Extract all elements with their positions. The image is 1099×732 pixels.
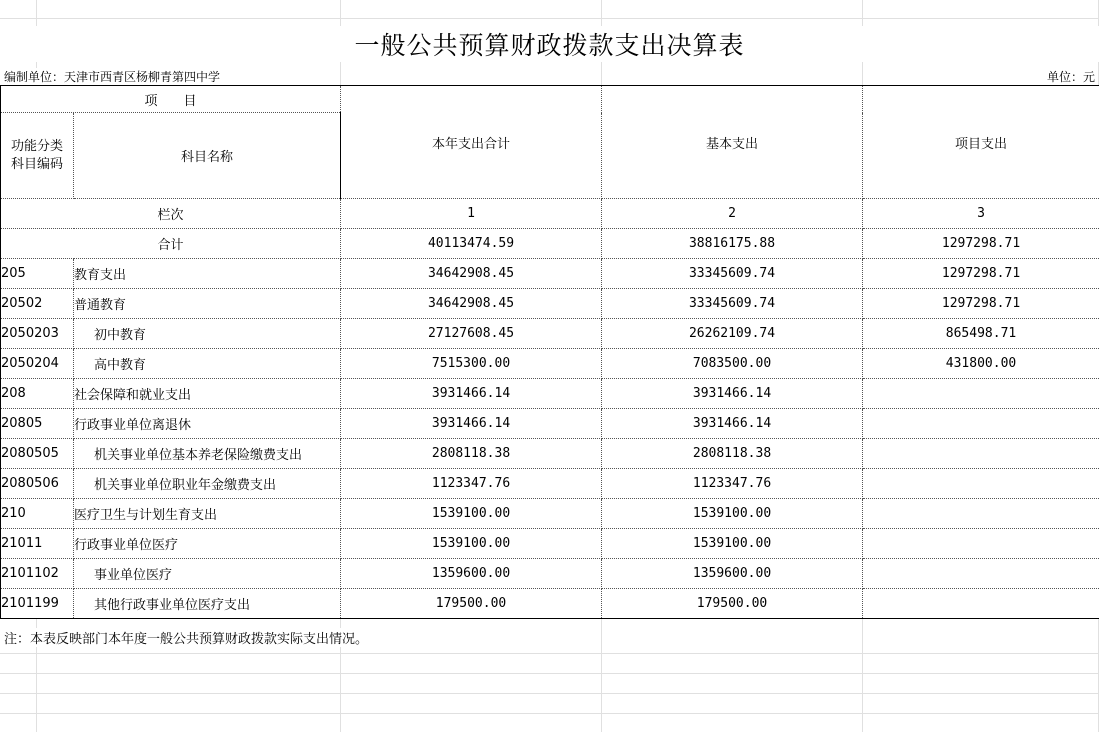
total-value-1: 40113474.59: [341, 229, 602, 259]
row-value-2: 1123347.76: [602, 469, 863, 499]
row-code: 2101199: [1, 589, 74, 619]
row-value-2: 179500.00: [602, 589, 863, 619]
table-row: [1, 589, 1099, 619]
row-code: 208: [1, 379, 74, 409]
total-label: 合计: [1, 229, 341, 259]
row-value-1: 27127608.45: [341, 319, 602, 349]
row-name: 行政事业单位医疗: [74, 529, 341, 559]
row-value-2: 1539100.00: [602, 499, 863, 529]
currency-unit: 单位：元: [1046, 70, 1095, 84]
table-note: 注：本表反映部门本年度一般公共预算财政拨款实际支出情况。: [4, 628, 372, 647]
row-value-1: 179500.00: [341, 589, 602, 619]
table-row: [1, 409, 1099, 439]
row-value-2: 2808118.38: [602, 439, 863, 469]
row-value-1: 1123347.76: [341, 469, 602, 499]
row-name: 行政事业单位离退休: [74, 409, 341, 439]
header-total-expenditure: 本年支出合计: [341, 86, 602, 199]
row-value-3: [863, 379, 1099, 409]
column-index-1: 1: [341, 199, 602, 229]
row-value-2: 1359600.00: [602, 559, 863, 589]
row-name: 机关事业单位基本养老保险缴费支出: [74, 439, 341, 469]
row-value-1: 34642908.45: [341, 289, 602, 319]
table-row: [1, 259, 1099, 289]
row-value-3: 1297298.71: [863, 259, 1099, 289]
row-value-2: 33345609.74: [602, 259, 863, 289]
row-value-1: 1539100.00: [341, 499, 602, 529]
row-code: 21011: [1, 529, 74, 559]
row-code: 2101102: [1, 559, 74, 589]
table-row: [1, 379, 1099, 409]
total-value-2: 38816175.88: [602, 229, 863, 259]
header-function-code-line2: 科目编码: [10, 156, 63, 172]
column-index-3: 3: [863, 199, 1099, 229]
row-value-3: 865498.71: [863, 319, 1099, 349]
header-function-code-line1: 功能分类: [10, 138, 63, 154]
row-name: 社会保障和就业支出: [74, 379, 341, 409]
table-row: [1, 529, 1099, 559]
row-value-2: 3931466.14: [602, 379, 863, 409]
row-value-2: 26262109.74: [602, 319, 863, 349]
sheet-gridline: [0, 693, 1099, 694]
table-row: [1, 349, 1099, 379]
row-value-1: 34642908.45: [341, 259, 602, 289]
row-index-label: 栏次: [1, 199, 341, 229]
row-name: 教育支出: [74, 259, 341, 289]
report-title: 一般公共预算财政拨款支出决算表: [0, 26, 1099, 62]
row-value-2: 7083500.00: [602, 349, 863, 379]
header-function-code: [1, 113, 74, 199]
table-row: [1, 499, 1099, 529]
total-value-3: 1297298.71: [863, 229, 1099, 259]
row-name: 医疗卫生与计划生育支出: [74, 499, 341, 529]
row-value-1: 1539100.00: [341, 529, 602, 559]
header-basic-expenditure: 基本支出: [602, 86, 863, 199]
row-name: 事业单位医疗: [74, 559, 341, 589]
row-value-3: [863, 529, 1099, 559]
table-row: [1, 289, 1099, 319]
row-code: 20502: [1, 289, 74, 319]
row-value-3: 431800.00: [863, 349, 1099, 379]
row-value-3: [863, 469, 1099, 499]
row-value-3: [863, 559, 1099, 589]
sheet-gridline: [0, 673, 1099, 674]
row-name: 机关事业单位职业年金缴费支出: [74, 469, 341, 499]
table-row: [1, 319, 1099, 349]
row-code: 210: [1, 499, 74, 529]
row-value-1: 2808118.38: [341, 439, 602, 469]
sheet-gridline: [0, 653, 1099, 654]
row-value-3: [863, 409, 1099, 439]
row-value-1: 3931466.14: [341, 409, 602, 439]
row-value-1: 7515300.00: [341, 349, 602, 379]
row-value-2: 1539100.00: [602, 529, 863, 559]
row-value-3: [863, 499, 1099, 529]
row-value-2: 33345609.74: [602, 289, 863, 319]
row-code: 20805: [1, 409, 74, 439]
row-name: 普通教育: [74, 289, 341, 319]
row-value-3: [863, 589, 1099, 619]
row-value-2: 3931466.14: [602, 409, 863, 439]
table-row: [1, 559, 1099, 589]
table-row: [1, 439, 1099, 469]
row-name: 高中教育: [74, 349, 341, 379]
row-code: 2050203: [1, 319, 74, 349]
expenditure-table: [0, 85, 1099, 619]
header-project-expenditure: 项目支出: [863, 86, 1099, 199]
column-index-2: 2: [602, 199, 863, 229]
header-subject-name: 科目名称: [74, 113, 341, 199]
compiling-unit: 编制单位：天津市西青区杨柳青第四中学: [4, 70, 221, 84]
row-name: 初中教育: [74, 319, 341, 349]
row-value-1: 3931466.14: [341, 379, 602, 409]
row-value-1: 1359600.00: [341, 559, 602, 589]
row-name: 其他行政事业单位医疗支出: [74, 589, 341, 619]
table-row: [1, 469, 1099, 499]
row-code: 2080506: [1, 469, 74, 499]
row-value-3: 1297298.71: [863, 289, 1099, 319]
row-code: 2080505: [1, 439, 74, 469]
row-code: 205: [1, 259, 74, 289]
row-code: 2050204: [1, 349, 74, 379]
row-value-3: [863, 439, 1099, 469]
header-xiangmu: 项 目: [1, 86, 341, 113]
sheet-gridline: [0, 713, 1099, 714]
sheet-gridline: [0, 18, 1099, 19]
